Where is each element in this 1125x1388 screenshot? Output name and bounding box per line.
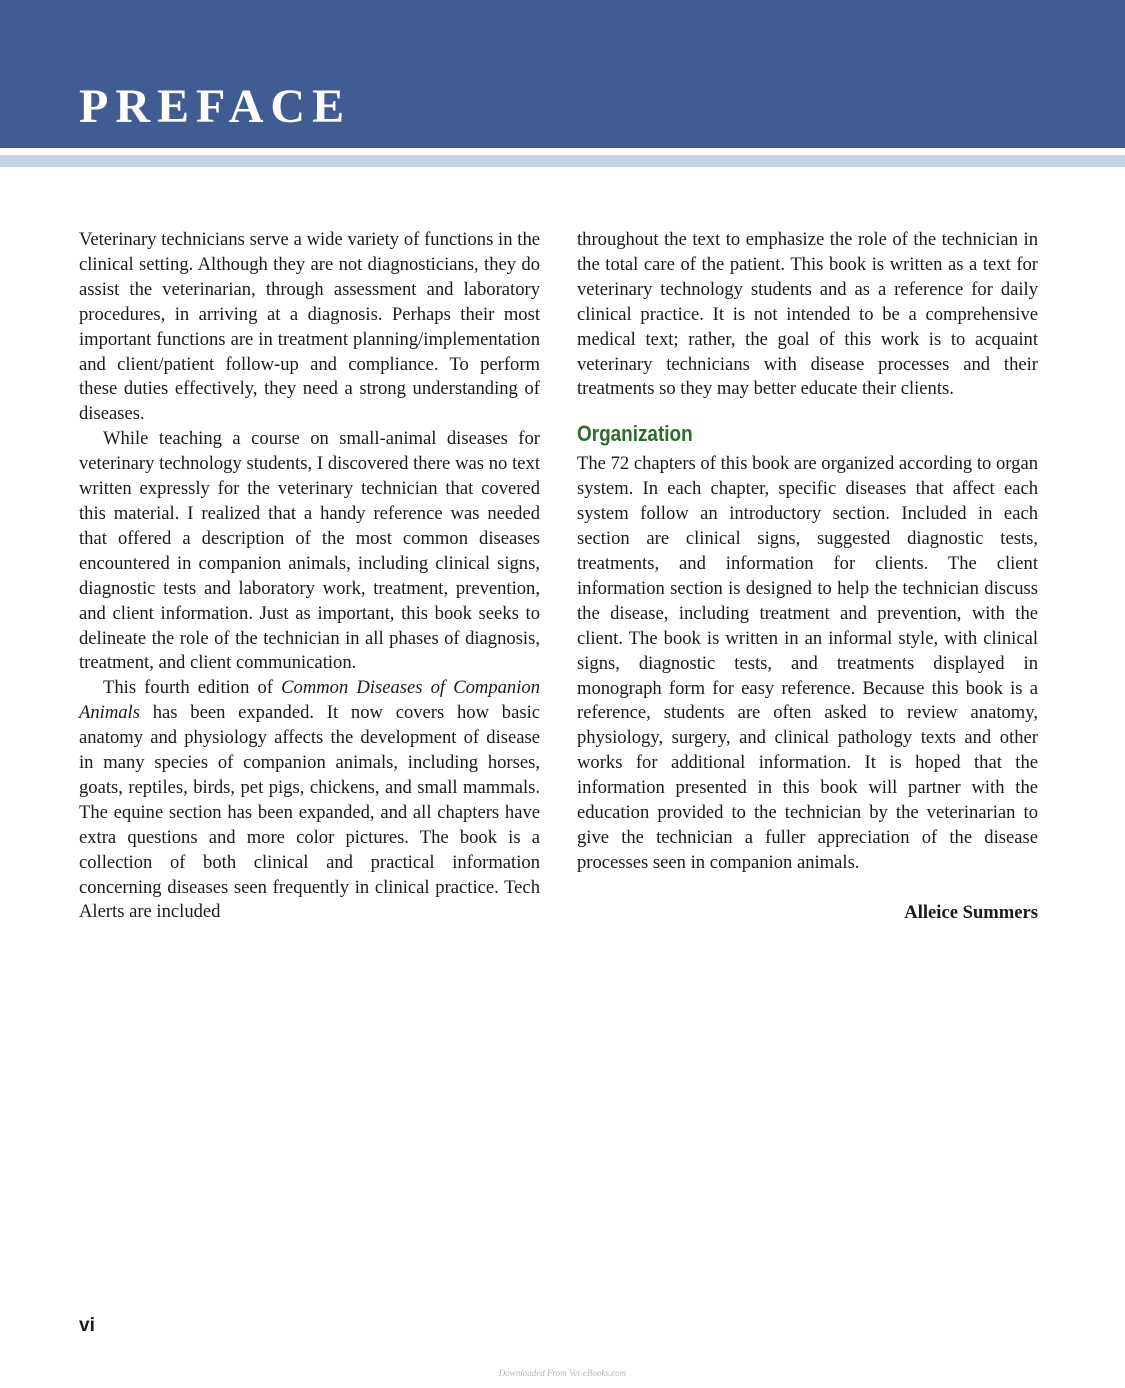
page-title: PREFACE: [79, 80, 352, 133]
paragraph-text: This fourth edition of: [103, 677, 282, 699]
right-column: [577, 228, 1038, 926]
page-number: vi: [79, 1315, 95, 1336]
watermark: Downloaded From Vet-eBooks.com: [498, 1368, 627, 1378]
paragraph-organization: The 72 chapters of this book are organized according to organ system. In each chapter, specific diseases that affect each system follow an introductory section. Included in each section are clinical signs, suggested diagnostic tests, treatments, and information for clients. The client information section is designed to help the technician discuss the disease, including treatment and prevention, with the client. The book is written in an informal style, with clinical signs, diagnostic tests, and treatments displayed in monograph form for easy reference. Because this book is a reference, students are often asked to review anatomy, physiology, surgery, and clinical pathology texts and other works for additional information. It is hoped that the information presented in this book will partner with the education provided to the technician by the veterinarian to give the technician a fuller appreciation of the disease processes seen in companion animals.: [577, 453, 1038, 873]
paragraph-functions: Veterinary technicians serve a wide variety of functions in the clinical setting. Although they are not diagnosticians, they do assist the veterinarian, through assessment and laboratory procedures, in arriving at a diagnosis. Perhaps their most important functions are in treatment planning/implementation and client/​patient follow-up and compliance. To perform these duties effectively, they need a strong understanding of diseases.: [79, 229, 540, 425]
paragraph-fourth-edition: [79, 676, 540, 925]
author-signature: Alleice Summers: [904, 901, 1038, 923]
section-heading-organization: Organization: [577, 421, 693, 447]
paragraph-text: has been expanded. It now covers how basic anatomy and physiology affects the development of disease in many species of companion animals, including horses, goats, reptiles, birds, pet pigs, chickens, and small mammals. The equine section has been expanded, and all chapters have extra questions and more color pictures. The book is a collection of both clinical and practical information concerning diseases seen frequently in clinical practice. Tech Alerts are included: [79, 702, 540, 923]
paragraph-motivation: While teaching a course on small-animal diseases for veterinary technology students, I discovered there was no text written expressly for the veterinary technician that covered this material. I realized that a handy reference was needed that offered a description of the most common diseases encountered in companion animals, including clinical signs, diagnostic tests and laboratory work, treatment, prevention, and client information. Just as important, this book seeks to delineate the role of the technician in all phases of diagnosis, treatment, and client communication.: [79, 428, 540, 674]
paragraph-purpose: throughout the text to emphasize the role of the technician in the total care of the patient. This book is written as a text for veterinary technology students and as a reference for daily clinical practice. It is not intended to be a comprehensive medical text; rather, the goal of this work is to acquaint veterinary technicians with disease processes and their treatments so they may better educate their clients.: [577, 229, 1038, 400]
left-column: [79, 228, 540, 925]
header-stripe: [0, 155, 1125, 167]
book-title: Common Diseases of Companion Animals: [79, 677, 540, 724]
